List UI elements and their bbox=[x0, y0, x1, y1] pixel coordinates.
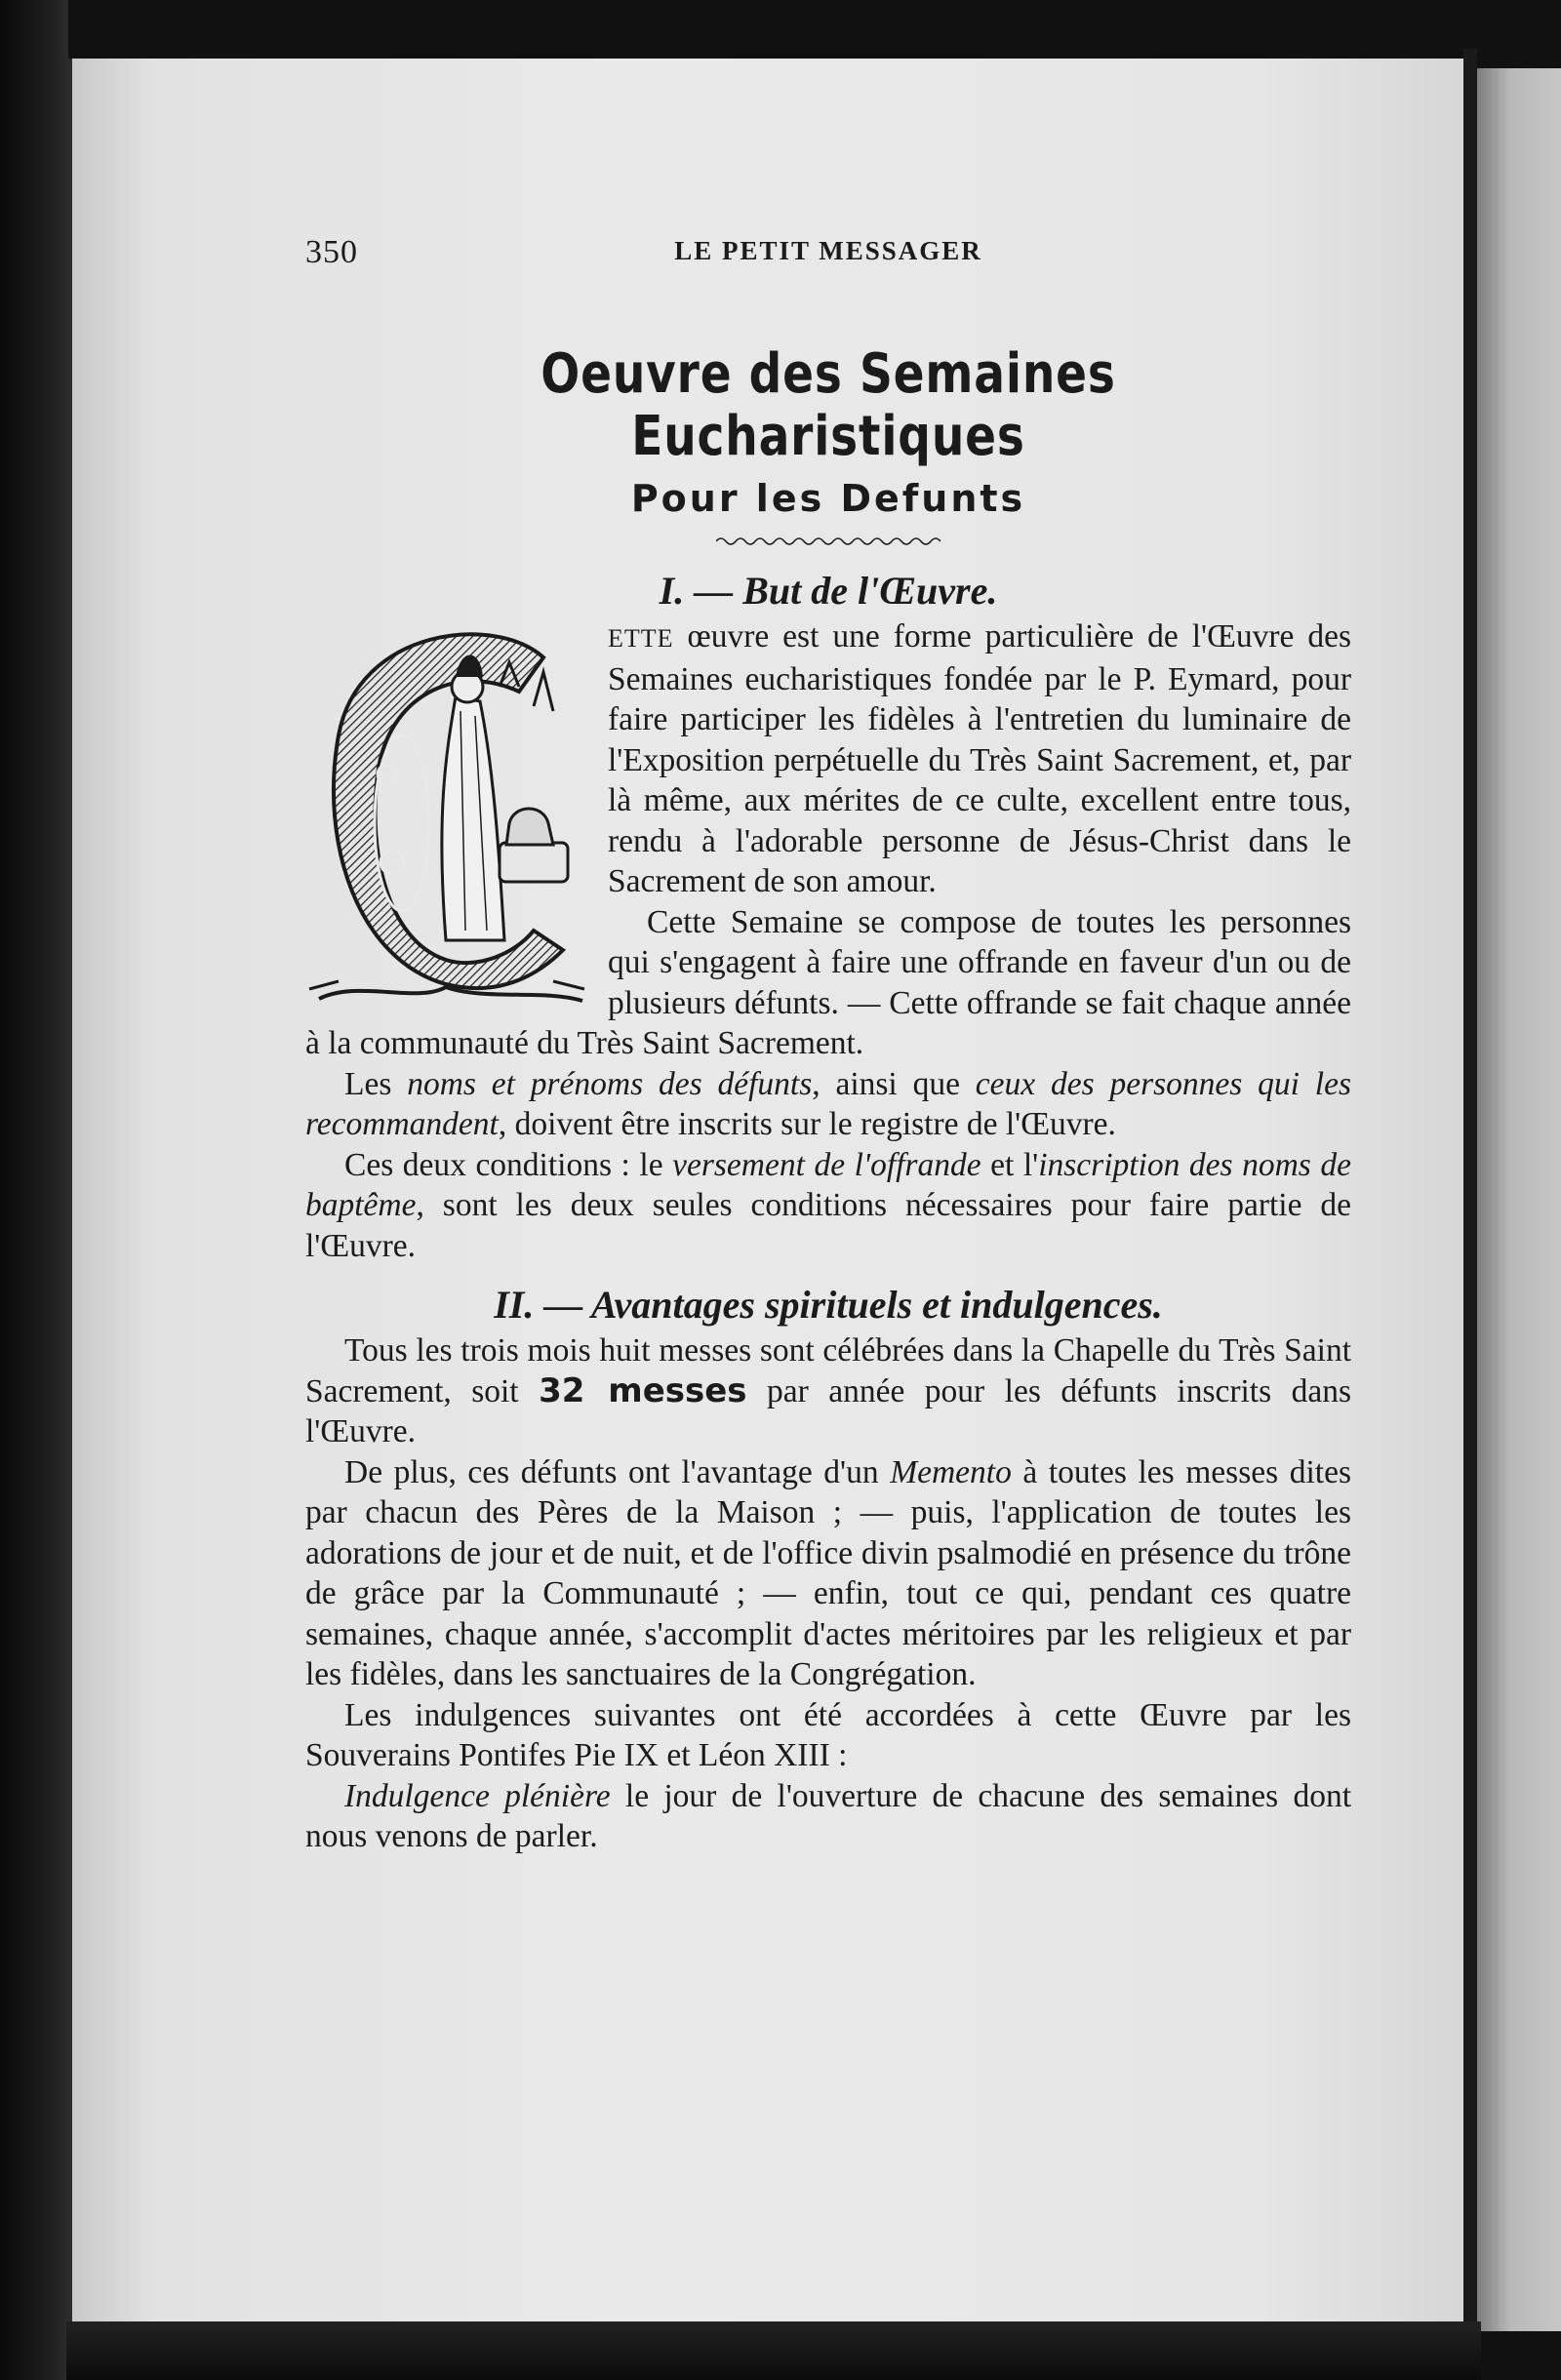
paragraph-1-smallcaps: ETTE bbox=[608, 624, 674, 653]
article-subtitle: Pour les Defunts bbox=[630, 477, 1026, 520]
paragraph-3-italic-a: noms et prénoms des défunts bbox=[407, 1065, 813, 1102]
paragraph-8 bbox=[305, 1776, 1351, 1857]
paragraph-6-text-a: De plus, ces défunts ont l'avantage d'un bbox=[344, 1453, 891, 1490]
section-heading-1: I. — But de l'Œuvre. bbox=[659, 569, 998, 613]
paragraph-3-italic-b: ceux des personnes qui les recommandent bbox=[305, 1065, 1351, 1142]
book-gutter bbox=[1463, 49, 1477, 2331]
paragraph-4-text-a: Ces deux conditions : le bbox=[344, 1146, 673, 1183]
paragraph-5-text-a: Tous les trois mois huit messes sont célébrées dans la Chapelle du Très Saint Sacrement, soit bbox=[305, 1332, 1351, 1409]
paragraph-8-italic: Indulgence plénière bbox=[344, 1777, 611, 1814]
paragraph-4-italic-a: versement de l'offrande bbox=[672, 1146, 981, 1183]
paragraph-2: Cette Semaine se compose de toutes les personnes qui s'engagent à faire une offrande en faveur d'un ou de plusieurs défunts. — Cette offrande se fait chaque année à la communauté du Très Saint Sacrement. bbox=[305, 903, 1351, 1061]
paragraph-8-text: le jour de l'ouverture de chacune des semaines dont nous venons de parler. bbox=[305, 1777, 1351, 1854]
paragraph-5-text-b: par année pour les défunts inscrits dans l'Œuvre. bbox=[305, 1372, 1352, 1449]
paragraph-3-text-a: Les bbox=[344, 1065, 408, 1102]
body-text-section-2 bbox=[305, 1330, 1351, 1857]
paragraph-4-italic-b: inscription des noms de baptême bbox=[305, 1146, 1351, 1223]
paragraph-3-text-b: , ainsi que bbox=[812, 1065, 976, 1102]
running-title: LE PETIT MESSAGER bbox=[674, 236, 982, 265]
book-left-edge bbox=[0, 0, 68, 2380]
adjacent-page-edge bbox=[1477, 68, 1561, 2331]
paragraph-5 bbox=[305, 1330, 1351, 1452]
paragraph-3 bbox=[305, 1064, 1351, 1145]
paragraph-6 bbox=[305, 1452, 1351, 1695]
wavy-rule-ornament bbox=[716, 535, 941, 548]
paragraph-6-text-b: à toutes les messes dites par chacun des Pères de la Maison ; — puis, l'application de toutes les adorations de jour et de nuit, et de l'office divin psalmodié en présence du trône de grâce par la Communauté ; — enfin, tout ce qui, pendant ces quatre semaines, chaque année, s'accomplit d'actes méritoires par les religieux et par les fidèles, dans les sanctuaires de la Congrégation. bbox=[305, 1453, 1352, 1692]
paragraph-5-bold: 32 messes bbox=[539, 1370, 747, 1410]
paragraph-1-text: œuvre est une forme particulière de l'Œuvre des Semaines eucharistiques fondée par le P. Eymard, pour faire participer les fidèles à l'entretien du luminaire de l'Exposition perpétuelle du Très Saint Sacrement, et, par là même, aux mérites de ce culte, excellent entre tous, rendu à l'adorable personne de Jésus-Christ dans le Sacrement de son amour. bbox=[608, 618, 1351, 899]
paragraph-6-italic: Memento bbox=[890, 1453, 1012, 1490]
paragraph-3-text-c: , doivent être inscrits sur le registre de l'Œuvre. bbox=[498, 1106, 1116, 1142]
paragraph-4-text-c: , sont les deux seules conditions nécessaires pour faire partie de l'Œuvre. bbox=[305, 1187, 1351, 1264]
section-heading-2: II. — Avantages spirituels et indulgences. bbox=[494, 1283, 1163, 1327]
paragraph-4 bbox=[305, 1145, 1351, 1267]
running-header bbox=[305, 234, 1351, 273]
page-content bbox=[305, 234, 1351, 1857]
page-number: 350 bbox=[305, 234, 358, 270]
article-title: Oeuvre des Semaines Eucharistiques bbox=[540, 342, 1116, 468]
page-bottom-edge bbox=[66, 2321, 1481, 2380]
paragraph-4-text-b: et l' bbox=[981, 1146, 1039, 1183]
body-text-section-1 bbox=[305, 616, 1351, 1266]
illuminated-initial-c bbox=[300, 618, 590, 1007]
paragraph-7: Les indulgences suivantes ont été accordées à cette Œuvre par les Souverains Pontifes Pie IX et Léon XIII : bbox=[305, 1696, 1351, 1773]
